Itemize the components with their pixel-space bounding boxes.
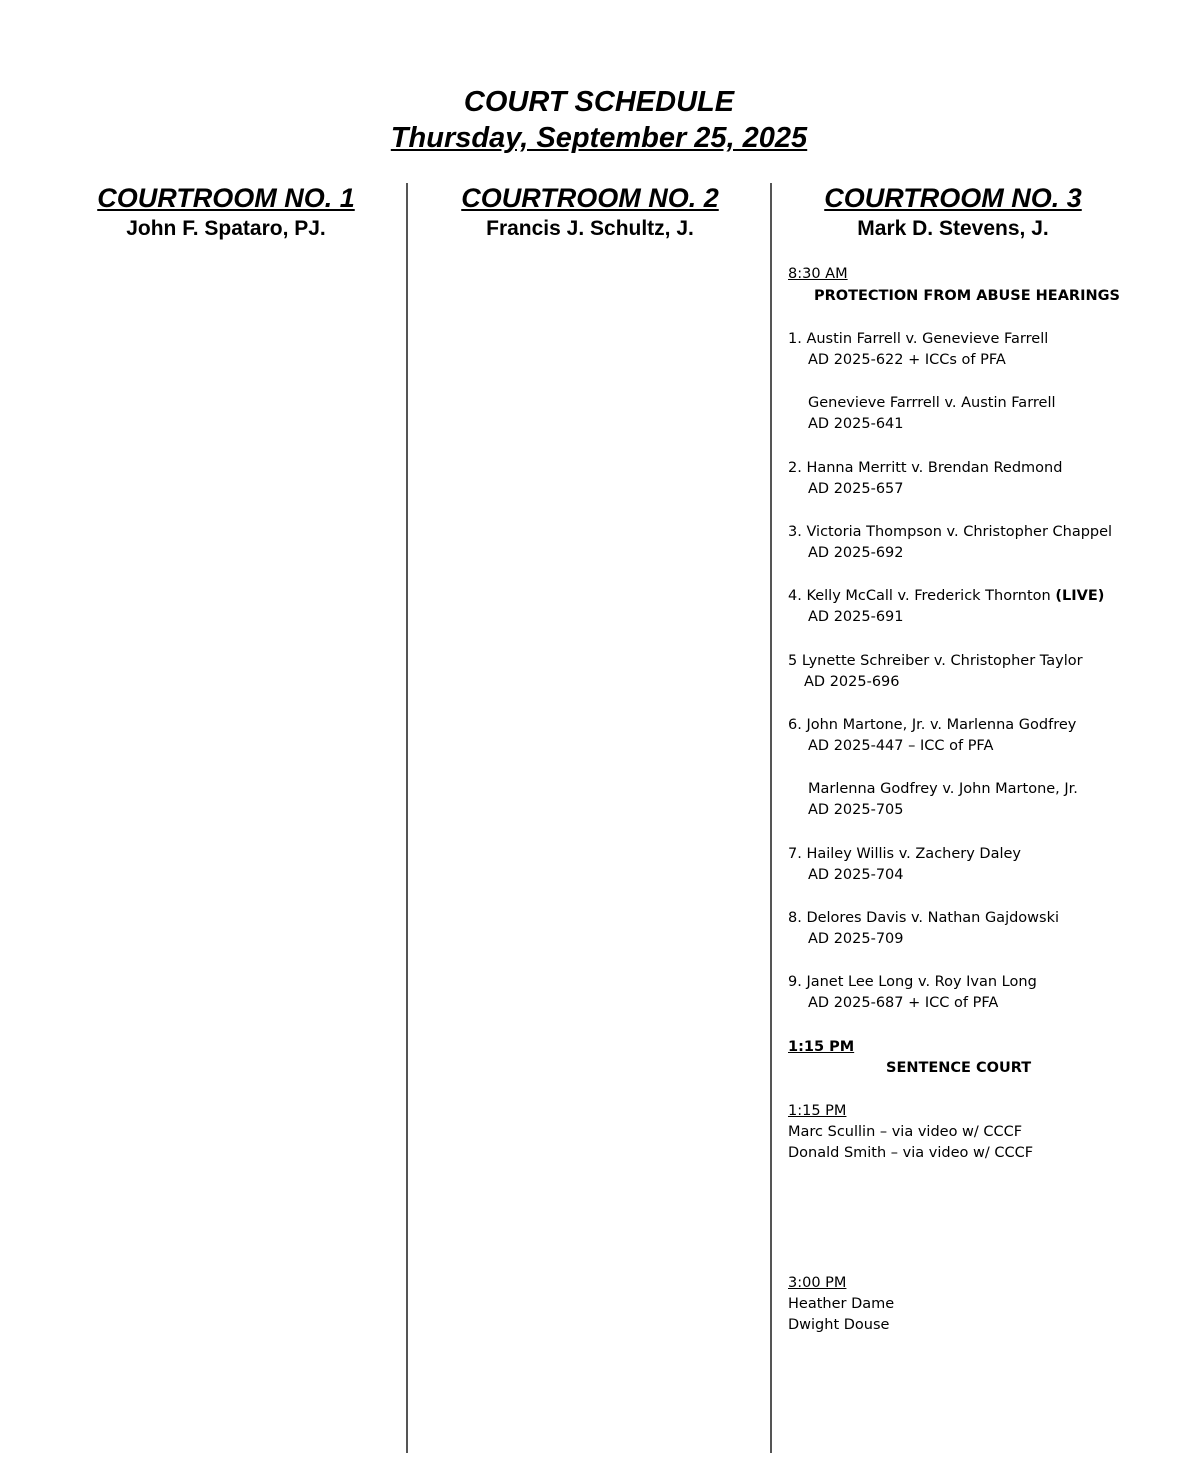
case-number: AD 2025-641: [808, 416, 904, 432]
time-block: [788, 1101, 1033, 1164]
case-number: AD 2025-687 + ICC of PFA: [808, 995, 999, 1011]
case-entry: [808, 393, 1056, 435]
case-parties: 5 Lynette Schreiber v. Christopher Taylor: [788, 653, 1083, 669]
defendant-entry: Donald Smith – via video w/ CCCF: [788, 1145, 1034, 1161]
case-number: AD 2025-705: [808, 802, 904, 818]
courtroom-3-judge: Mark D. Stevens, J.: [857, 217, 1049, 240]
courtroom-3-heading: COURTROOM NO. 3: [824, 183, 1082, 213]
case-entry: [788, 651, 1083, 693]
courtroom-1-heading: COURTROOM NO. 1: [97, 183, 355, 213]
defendant-entry: Dwight Douse: [788, 1317, 890, 1333]
case-number: AD 2025-696: [804, 674, 900, 690]
case-entry: [788, 844, 1021, 886]
defendant-entry: Heather Dame: [788, 1296, 895, 1312]
case-number: AD 2025-447 – ICC of PFA: [808, 738, 994, 754]
case-entry: [788, 908, 1059, 950]
session-title: SENTENCE COURT: [886, 1060, 1032, 1076]
page-title: COURT SCHEDULE: [463, 86, 735, 118]
courtroom-2-heading: COURTROOM NO. 2: [461, 183, 719, 213]
defendant-entry: Marc Scullin – via video w/ CCCF: [788, 1124, 1023, 1140]
live-label: (LIVE): [1055, 588, 1105, 604]
courtroom-2-judge: Francis J. Schultz, J.: [486, 217, 694, 240]
case-entry: [808, 779, 1078, 821]
column-divider: [406, 183, 408, 1453]
courtroom-1-judge: John F. Spataro, PJ.: [126, 217, 326, 240]
time-block: [788, 1273, 894, 1336]
case-entry: [788, 715, 1076, 757]
block-time: 1:15 PM: [788, 1103, 847, 1119]
case-parties: 8. Delores Davis v. Nathan Gajdowski: [788, 910, 1060, 926]
case-parties: 9. Janet Lee Long v. Roy Ivan Long: [788, 974, 1037, 990]
case-parties: 6. John Martone, Jr. v. Marlenna Godfrey: [788, 717, 1077, 733]
case-parties: 4. Kelly McCall v. Frederick Thornton: [788, 588, 1056, 604]
case-number: AD 2025-622 + ICCs of PFA: [808, 352, 1006, 368]
case-entry: [788, 972, 1037, 1014]
case-number: AD 2025-709: [808, 931, 904, 947]
case-number: AD 2025-704: [808, 867, 904, 883]
case-entry: [788, 458, 1062, 500]
case-entry: [788, 586, 1104, 628]
case-parties: 2. Hanna Merritt v. Brendan Redmond: [788, 460, 1063, 476]
case-parties: 7. Hailey Willis v. Zachery Daley: [788, 846, 1022, 862]
session-time: 1:15 PM: [788, 1039, 855, 1055]
case-number: AD 2025-691: [808, 609, 904, 625]
case-entry: [788, 522, 1112, 564]
session-title: PROTECTION FROM ABUSE HEARINGS: [814, 288, 1120, 304]
case-entry: [788, 329, 1048, 371]
case-number: AD 2025-692: [808, 545, 904, 561]
block-time: 3:00 PM: [788, 1275, 847, 1291]
case-parties: 3. Victoria Thompson v. Christopher Chappel: [788, 524, 1113, 540]
case-parties: Genevieve Farrrell v. Austin Farrell: [808, 395, 1056, 411]
schedule-date: Thursday, September 25, 2025: [390, 122, 808, 154]
case-number: AD 2025-657: [808, 481, 904, 497]
case-parties: Marlenna Godfrey v. John Martone, Jr.: [808, 781, 1078, 797]
column-divider: [770, 183, 772, 1453]
case-parties: 1. Austin Farrell v. Genevieve Farrell: [788, 331, 1049, 347]
session-time: 8:30 AM: [788, 266, 848, 282]
